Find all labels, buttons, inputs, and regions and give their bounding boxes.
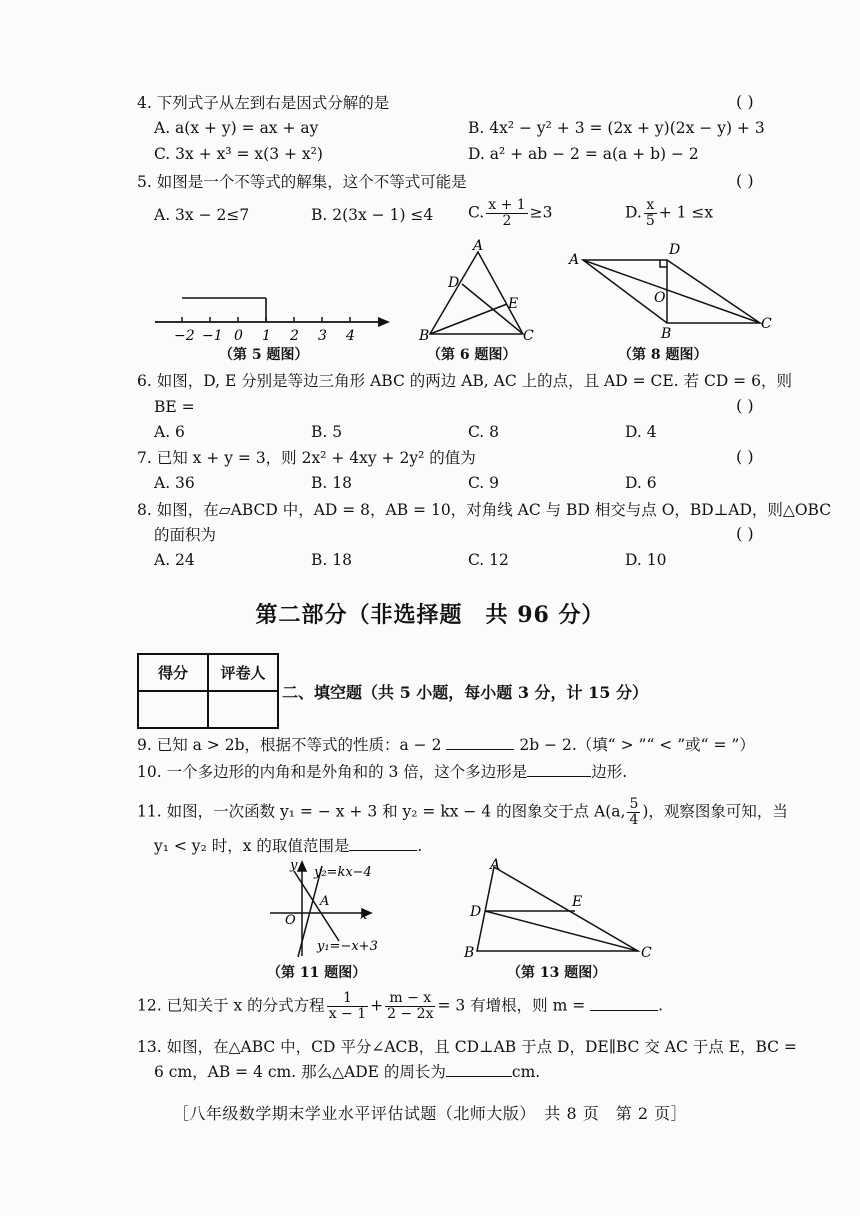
svg-text:A: A: [473, 238, 484, 254]
svg-text:D: D: [448, 275, 460, 291]
q8-stem-line2: 的面积为: [154, 526, 217, 544]
q8-option-a: A. 24: [154, 551, 195, 569]
svg-text:B: B: [419, 328, 430, 344]
q13-line1: 13. 如图，在△ABC 中，CD 平分∠ACB，且 CD⊥AB 于点 D，DE∥BC 交 AC 于点 E，BC =: [137, 1038, 797, 1056]
q6-option-b: B. 5: [311, 423, 343, 441]
q7-option-b: B. 18: [311, 474, 352, 492]
q5-option-c: C. $\frac{x + 1}{2}$ ≥3: [468, 197, 553, 229]
fig11-caption: （第 11 题图）: [267, 965, 367, 981]
q11-answer-blank[interactable]: [349, 836, 417, 851]
q12-fraction-2: $\frac{m - x}{2 - 2x}$: [387, 990, 434, 1022]
q7-answer-paren: ( ): [736, 447, 754, 466]
svg-text:E: E: [572, 894, 583, 910]
q4-answer-paren: ( ): [736, 92, 754, 111]
svg-text:y₂=kx−4: y₂=kx−4: [314, 865, 372, 880]
fig13-triangle: [460, 857, 660, 962]
score-header: 得分: [138, 654, 208, 691]
fig11-graph: [265, 856, 395, 961]
tick-label: 0: [234, 328, 243, 344]
svg-text:E: E: [508, 296, 519, 312]
tick-label: −2: [174, 328, 195, 344]
q4-option-a: A. a(x + y) = ax + ay: [154, 119, 319, 137]
q7-option-d: D. 6: [625, 474, 657, 492]
svg-text:A: A: [320, 894, 330, 909]
svg-text:B: B: [464, 945, 475, 961]
svg-text:O: O: [285, 913, 296, 928]
q11-line2: y₁ < y₂ 时，x 的取值范围是 .: [154, 837, 423, 855]
q6-option-a: A. 6: [154, 423, 185, 441]
svg-text:y₁=−x+3: y₁=−x+3: [317, 939, 378, 954]
fig8-caption: （第 8 题图）: [618, 347, 708, 363]
svg-text:C: C: [761, 316, 772, 332]
q6-stem-line2: BE =: [154, 398, 195, 416]
svg-text:A: A: [490, 857, 501, 873]
q10-answer-blank[interactable]: [527, 762, 591, 777]
svg-text:O: O: [654, 290, 666, 306]
fig5-number-line: [150, 288, 400, 348]
q12-answer-blank[interactable]: [590, 996, 658, 1011]
fig6-triangle: [415, 240, 545, 350]
q13-line2: 6 cm，AB = 4 cm. 那么△ADE 的周长为 cm.: [154, 1063, 541, 1081]
q6-answer-paren: ( ): [736, 396, 754, 415]
q8-stem-line1: 8. 如图，在▱ABCD 中，AD = 8，AB = 10，对角线 AC 与 BD 相交与点 O，BD⊥AD，则△OBC: [137, 501, 832, 519]
svg-text:D: D: [669, 242, 681, 258]
q12-fraction-1: $\frac{1}{x - 1}$: [328, 990, 367, 1022]
q5-c-fraction: $\frac{x + 1}{2}$: [488, 197, 526, 229]
q4-option-b: B. 4x² − y² + 3 = (2x + y)(2x − y) + 3: [468, 119, 765, 137]
q6-option-d: D. 4: [625, 423, 657, 441]
q8-option-d: D. 10: [625, 551, 667, 569]
q5-answer-paren: ( ): [736, 171, 754, 190]
svg-text:D: D: [470, 904, 482, 920]
q4-stem: 4. 下列式子从左到右是因式分解的是: [137, 94, 390, 112]
tick-label: −1: [202, 328, 223, 344]
fig5-caption: （第 5 题图）: [219, 347, 309, 363]
q12-line: 12. 已知关于 x 的分式方程 $\frac{1}{x - 1}$ + $\frac{m - x}{2 - 2x}$ = 3 有增根，则 m = .: [137, 990, 664, 1022]
q11-line1: 11. 如图，一次函数 y₁ = − x + 3 和 y₂ = kx − 4 的图象交于点 A(a, $\frac{5}{4}$ )，观察图象可知，当: [137, 796, 788, 828]
svg-text:x: x: [360, 908, 368, 923]
q8-answer-paren: ( ): [736, 524, 754, 543]
q5-stem: 5. 如图是一个不等式的解集，这个不等式可能是: [137, 173, 467, 191]
q11-fraction: $\frac{5}{4}$: [629, 796, 639, 828]
q10-line: 10. 一个多边形的内角和是外角和的 3 倍，这个多边形是 边形.: [137, 763, 628, 781]
tick-label: 3: [318, 328, 327, 344]
q9-answer-blank[interactable]: [446, 735, 514, 750]
svg-text:C: C: [641, 945, 652, 961]
page-footer: ［八年级数学期末学业水平评估试题（北师大版） 共 8 页 第 2 页］: [172, 1104, 688, 1123]
score-table: [137, 653, 279, 729]
q8-option-b: B. 18: [311, 551, 352, 569]
section-two-heading: 二、填空题（共 5 小题，每小题 3 分，计 15 分）: [282, 683, 648, 702]
q5-option-d: D. $\frac{x}{5}$ + 1 ≤x: [625, 197, 714, 229]
q5-option-a: A. 3x − 2≤7: [154, 206, 250, 224]
q4-option-c: C. 3x + x³ = x(3 + x²): [154, 145, 323, 163]
q7-option-a: A. 36: [154, 474, 195, 492]
part-two-title: 第二部分（非选择题 共 96 分）: [255, 602, 605, 628]
q5-d-fraction: $\frac{x}{5}$: [645, 197, 655, 229]
q13-answer-blank[interactable]: [446, 1062, 512, 1077]
q8-option-c: C. 12: [468, 551, 509, 569]
tick-label: 4: [346, 328, 355, 344]
fig8-parallelogram: [565, 240, 780, 340]
svg-text:A: A: [569, 252, 580, 268]
fig6-caption: （第 6 题图）: [427, 347, 517, 363]
q9-line: 9. 已知 a > 2b，根据不等式的性质：a − 2 2b − 2.（填“ > ”“ < ”或“ = ”）: [137, 736, 755, 754]
q7-stem: 7. 已知 x + y = 3，则 2x² + 4xy + 2y² 的值为: [137, 449, 476, 467]
q7-option-c: C. 9: [468, 474, 500, 492]
q6-stem-line1: 6. 如图，D, E 分别是等边三角形 ABC 的两边 AB, AC 上的点，且 AD = CE. 若 CD = 6，则: [137, 372, 792, 390]
q4-option-d: D. a² + ab − 2 = a(a + b) − 2: [468, 145, 699, 163]
tick-label: 1: [262, 328, 271, 344]
grader-cell[interactable]: [208, 691, 278, 728]
svg-text:B: B: [661, 326, 672, 342]
fig13-caption: （第 13 题图）: [507, 965, 607, 981]
q5-option-b: B. 2(3x − 1) ≤4: [311, 206, 434, 224]
svg-text:y: y: [290, 858, 298, 873]
score-cell[interactable]: [138, 691, 208, 728]
grader-header: 评卷人: [208, 654, 278, 691]
tick-label: 2: [290, 328, 299, 344]
q6-option-c: C. 8: [468, 423, 500, 441]
svg-text:C: C: [523, 328, 534, 344]
